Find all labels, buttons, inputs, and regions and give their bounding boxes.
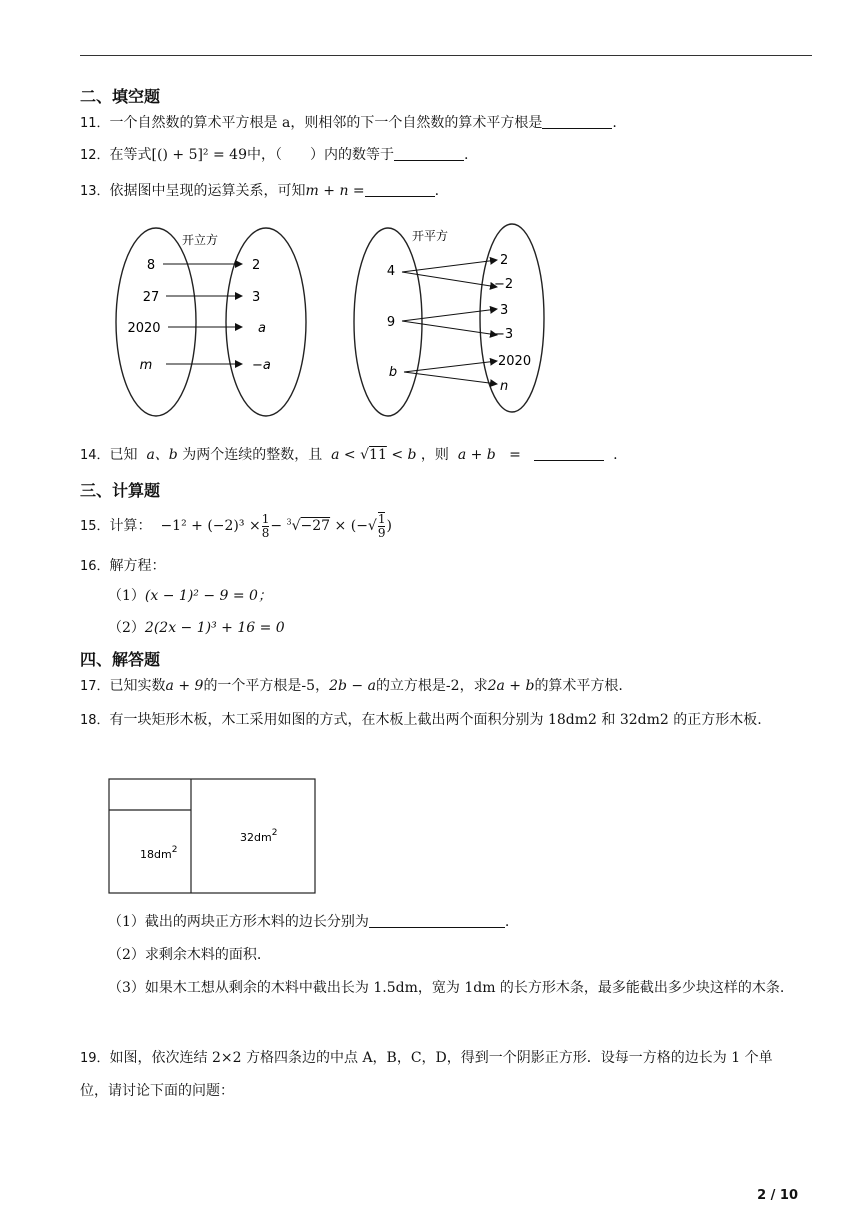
q16-part1-equation: (x − 1)² − 9 = 0； — [144, 588, 272, 604]
q12-pre: 在等式 — [109, 147, 152, 163]
question-16-part-1 — [108, 586, 272, 606]
square-root-input-1: 4 — [386, 264, 396, 279]
q15-number: 15． — [80, 519, 110, 534]
q14-pre: 已知 — [109, 447, 138, 463]
q13-answer-blank[interactable] — [365, 182, 435, 197]
q11-number: 11． — [80, 116, 110, 131]
square-root-diagram — [354, 224, 544, 416]
header-rule — [80, 55, 812, 56]
q14-then: ，则 — [420, 447, 449, 463]
cube-root-output-1: 2 — [252, 258, 261, 273]
question-19 — [80, 1042, 798, 1107]
cube-root-range-ellipse — [226, 228, 306, 416]
q17-number: 17． — [80, 679, 110, 694]
cube-root-input-4: m — [139, 358, 153, 373]
q18-text: 有一块矩形木板，木工采用如图的方式，在木板上截出两个面积分别为 18dm2 和 32dm2 的正方形木板. — [109, 712, 762, 728]
q16-part2-label: （2） — [108, 620, 145, 636]
q14-number: 14． — [80, 448, 110, 463]
cube-root-output-2: 3 — [252, 290, 261, 305]
question-16-part-2 — [108, 618, 285, 638]
q17-text-3: 的立方根是-2，求 — [375, 678, 488, 694]
board-outline — [109, 779, 315, 893]
cube-root-input-3: 2020 — [127, 321, 161, 336]
q17-text-1: 已知实数 — [109, 678, 166, 694]
q15-cube-radicand: −27 — [300, 518, 331, 534]
square-root-output-5: 2020 — [498, 354, 532, 369]
square-root-output-4: −3 — [494, 327, 514, 342]
square-root-arrow-4 — [402, 321, 497, 335]
q18-part1-text: 截出的两块正方形木料的边长分别为 — [144, 914, 369, 930]
q16-number: 16． — [80, 559, 110, 574]
square-root-input-3: b — [388, 365, 398, 380]
question-18-part-2 — [108, 945, 261, 965]
question-15: 15．计算： −1² + (−2)³ × $\frac{1}{8}$ − $^3$√−27 × (−√ $\frac{1}{9}$ ) — [80, 511, 392, 540]
q11-end: . — [612, 115, 617, 131]
q14-equals: = — [509, 447, 521, 463]
mapping-diagrams — [108, 222, 548, 422]
q15-part2: − — [270, 518, 283, 534]
q19-text: 如图，依次连结 2×2 方格四条边的中点 A，B，C，D，得到一个阴影正方形．设每一方格的边长为 1 个单位，请讨论下面的问题： — [80, 1050, 773, 1099]
q12-end: . — [464, 147, 469, 163]
large-square-label: $32dm^2$ — [240, 828, 278, 844]
q13-number: 13． — [80, 184, 110, 199]
q14-inequality-right: < b — [391, 447, 417, 463]
q17-expression-3: 2a + b — [487, 678, 535, 694]
question-12 — [80, 145, 468, 166]
q17-text-4: 的算术平方根. — [534, 678, 623, 694]
cube-root-output-4: −a — [252, 358, 271, 373]
q14-mid: 为两个连续的整数，且 — [182, 447, 323, 463]
q18-number: 18． — [80, 713, 110, 728]
q15-fraction — [262, 513, 270, 540]
q18-part1-label: （1） — [108, 914, 145, 930]
q14-answer-blank[interactable] — [534, 446, 604, 461]
q15-part3: × (− — [334, 518, 368, 534]
q18-part3-label: （3） — [108, 980, 145, 996]
q15-fraction-numerator: 1 — [261, 511, 270, 526]
q14-sum: a + b — [457, 447, 496, 463]
q15-part1: −1² + (−2)³ × — [160, 518, 261, 534]
q15-sqrt-numerator: 1 — [377, 512, 386, 526]
question-14: 14．已知 a、b 为两个连续的整数，且 a < √11 < b ，则 a + b = . — [80, 447, 618, 463]
question-18 — [80, 704, 798, 737]
q17-text-2: 的一个平方根是-5， — [203, 678, 330, 694]
q17-expression-1: a + 9 — [165, 678, 204, 694]
q12-expression: [() + 5]² = 49 — [151, 147, 247, 163]
cube-root-input-1: 8 — [146, 258, 156, 273]
square-root-title: 开平方 — [412, 229, 449, 243]
cube-root-output-3: a — [258, 321, 266, 336]
q12-mid: 中，（ ）内的数等于 — [247, 147, 394, 163]
section-answer: 四、解答题 — [80, 650, 161, 669]
square-root-arrow-6 — [404, 372, 497, 384]
q11-text: 一个自然数的算术平方根是 a，则相邻的下一个自然数的算术平方根是 — [109, 115, 543, 131]
square-root-arrow-1 — [402, 260, 497, 272]
square-root-output-3: 3 — [500, 303, 509, 318]
q18-part2-label: （2） — [108, 947, 145, 963]
q14-radicand: 11 — [369, 447, 387, 463]
q16-text: 解方程： — [109, 558, 166, 574]
q15-fraction-denominator: 8 — [261, 525, 270, 540]
square-root-arrow-3 — [402, 309, 497, 321]
q18-part3-text: 如果木工想从剩余的木料中截出长为 1.5dm，宽为 1dm 的长方形木条，最多能截出多少块这样的木条. — [144, 980, 785, 996]
q12-answer-blank[interactable] — [394, 146, 464, 161]
square-root-range-ellipse — [480, 224, 544, 412]
q17-expression-2: 2b − a — [329, 678, 376, 694]
question-17 — [80, 676, 623, 697]
square-root-input-2: 9 — [386, 315, 396, 330]
square-root-output-1: 2 — [500, 253, 509, 268]
q18-part1-answer-blank[interactable] — [369, 913, 505, 928]
section-calculation: 三、计算题 — [80, 481, 161, 500]
q15-close: ) — [386, 518, 392, 534]
cube-root-title: 开立方 — [182, 233, 219, 247]
square-root-output-2: −2 — [494, 277, 514, 292]
question-16 — [80, 556, 166, 577]
cube-root-input-2: 27 — [142, 290, 160, 305]
question-11 — [80, 113, 617, 134]
q14-end: . — [613, 447, 618, 463]
q15-sqrt-denominator: 9 — [377, 526, 386, 540]
q15-sqrt-fraction — [378, 512, 386, 540]
square-root-output-6: n — [500, 379, 509, 394]
q15-label: 计算： — [109, 518, 152, 534]
q13-pre: 依据图中呈现的运算关系，可知 — [109, 183, 306, 199]
cube-root-diagram — [116, 228, 306, 416]
q19-number: 19． — [80, 1051, 110, 1066]
q12-number: 12． — [80, 148, 110, 163]
board-figure — [108, 778, 318, 896]
question-18-part-3 — [80, 972, 798, 1004]
page-number: 2 / 10 — [757, 1188, 798, 1203]
q15-cube-root-index: 3 — [286, 517, 292, 527]
q18-part2-text: 求剩余木料的面积. — [144, 947, 262, 963]
q13-end: . — [434, 183, 440, 199]
q13-expression: m + n = — [305, 183, 365, 199]
q11-answer-blank[interactable] — [542, 114, 612, 129]
q16-part2-equation: 2(2x − 1)³ + 16 = 0 — [144, 620, 285, 636]
q14-ab: a、b — [146, 447, 178, 463]
section-fill-in: 二、填空题 — [80, 87, 161, 106]
question-18-part-1: （1）截出的两块正方形木料的边长分别为 . — [108, 914, 510, 930]
question-13 — [80, 181, 439, 202]
small-square-label: $18dm^2$ — [140, 845, 178, 861]
q16-part1-label: （1） — [108, 588, 145, 604]
q14-inequality-left: a < — [331, 447, 356, 463]
